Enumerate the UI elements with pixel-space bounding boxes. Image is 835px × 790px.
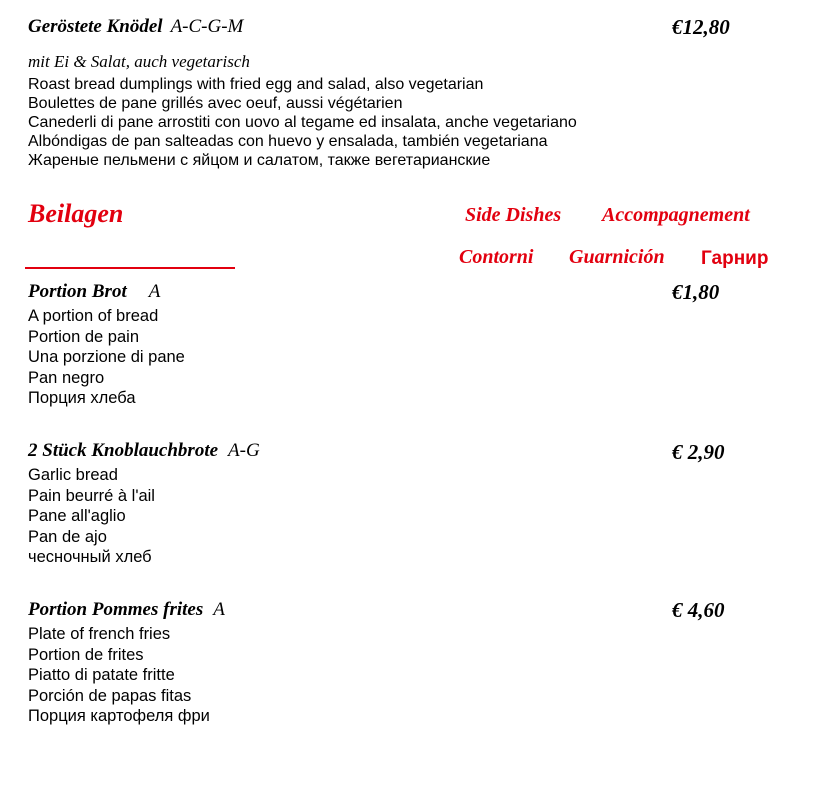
item-title-portion-brot — [28, 281, 160, 303]
item-translations — [28, 624, 210, 727]
section-subtitle-fr: Accompagnement — [602, 204, 750, 226]
allergen-codes: A — [213, 599, 225, 620]
section-subtitle-it: Contorni — [459, 246, 534, 268]
allergen-codes: A-C-G-M — [170, 16, 244, 37]
item-name: Portion Brot — [28, 281, 127, 302]
allergen-codes: A-G — [228, 440, 260, 461]
translation-fr: Boulettes de pane grillés avec oeuf, aussi végétarien — [28, 95, 403, 112]
translation-es: Pan de ajo — [28, 527, 107, 546]
item-name: Geröstete Knödel — [28, 16, 163, 37]
item-price: €1,80 — [672, 280, 720, 304]
translation-es: Albóndigas de pan salteadas con huevo y ensalada, también vegetariana — [28, 133, 548, 150]
section-subtitle-en: Side Dishes — [465, 204, 562, 226]
translation-en: Plate of french fries — [28, 625, 171, 643]
translation-es: Porción de papas fitas — [28, 686, 192, 705]
item-name: Portion Pommes frites — [28, 599, 204, 620]
translation-fr: Pain beurré à l'ail — [28, 486, 155, 505]
item-translations — [28, 75, 577, 170]
allergen-codes: A — [148, 281, 161, 302]
translation-en: Garlic bread — [28, 466, 118, 484]
item-price: €12,80 — [672, 15, 730, 39]
item-title-pommes-frites — [28, 599, 225, 621]
item-price: € 2,90 — [672, 440, 725, 464]
translation-ru: Порция картофеля фри — [28, 707, 210, 725]
translation-it: Canederli di pane arrostiti con uovo al tegame ed insalata, anche vegetariano — [28, 114, 577, 131]
section-divider — [25, 267, 235, 269]
translation-es: Pan negro — [28, 368, 105, 387]
section-subtitle-es: Guarnición — [569, 246, 665, 268]
translation-it: Piatto di patate fritte — [28, 666, 175, 684]
section-title: Beilagen — [28, 199, 124, 228]
item-price: € 4,60 — [672, 598, 725, 622]
item-translations — [28, 465, 155, 568]
translation-ru: чесночный хлеб — [28, 548, 152, 566]
item-subtitle: mit Ei & Salat, auch vegetarisch — [28, 52, 250, 71]
item-title-geroestete-knoedel — [28, 16, 243, 38]
item-title-knoblauchbrote — [28, 440, 260, 462]
section-subtitle-ru: Гарнир — [701, 248, 769, 269]
translation-en: Roast bread dumplings with fried egg and salad, also vegetarian — [28, 76, 484, 93]
item-name: 2 Stück Knoblauchbrote — [28, 440, 219, 461]
translation-en: A portion of bread — [28, 307, 159, 325]
translation-fr: Portion de pain — [28, 327, 139, 346]
item-translations — [28, 306, 185, 409]
translation-ru: Порция хлеба — [28, 389, 136, 407]
translation-it: Una porzione di pane — [28, 348, 185, 366]
translation-fr: Portion de frites — [28, 645, 144, 664]
translation-ru: Жареные пельмени с яйцом и салатом, также вегетарианские — [28, 152, 491, 169]
translation-it: Pane all'aglio — [28, 507, 126, 525]
